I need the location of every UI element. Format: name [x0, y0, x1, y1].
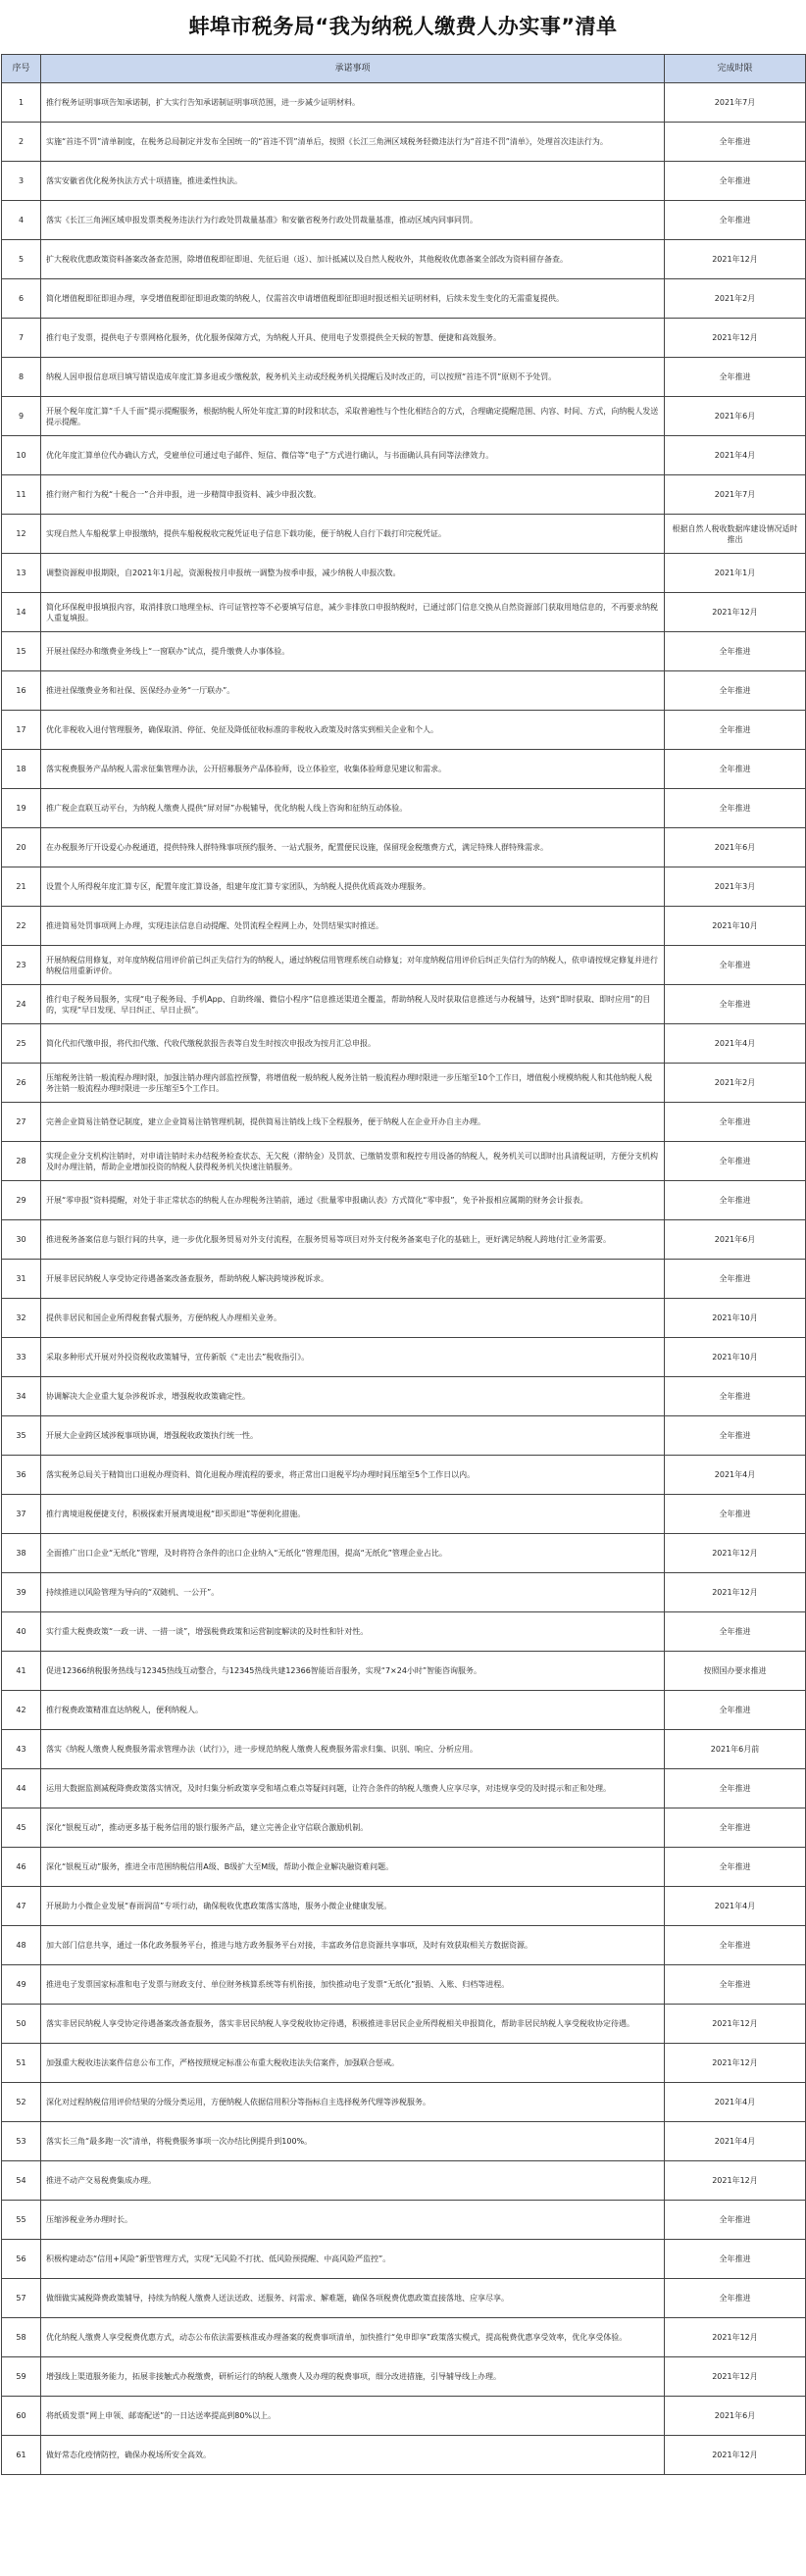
- row-serial: 38: [2, 1534, 41, 1573]
- row-commitment: 做好常态化疫情防控，确保办税场所安全高效。: [41, 2436, 665, 2475]
- row-deadline: 全年推进: [665, 946, 806, 985]
- row-commitment: 深化“银税互动”服务，推进全市范围纳税信用A级、B级扩大至M级，帮助小微企业解决融资难问题。: [41, 1848, 665, 1887]
- row-serial: 60: [2, 2397, 41, 2436]
- row-deadline: 全年推进: [665, 789, 806, 828]
- row-deadline: 2021年7月: [665, 83, 806, 123]
- row-serial: 15: [2, 632, 41, 671]
- row-commitment: 推行税费政策精准直达纳税人，便利纳税人。: [41, 1691, 665, 1730]
- table-row: [2, 1142, 806, 1181]
- table-row: [2, 632, 806, 671]
- row-deadline: 2021年4月: [665, 2122, 806, 2161]
- table-row: [2, 1064, 806, 1103]
- table-row: [2, 1730, 806, 1769]
- row-deadline: 全年推进: [665, 1965, 806, 2005]
- row-deadline: 2021年3月: [665, 867, 806, 907]
- row-deadline: 全年推进: [665, 1377, 806, 1416]
- row-commitment: 简化环保税申报填报内容，取消排放口地理坐标、许可证管控等不必要填写信息，减少非排放口申报纳税时，已通过部门信息交换从自然资源部门获取用地信息的，不再要求纳税人重复填报。: [41, 593, 665, 632]
- row-serial: 11: [2, 475, 41, 515]
- table-row: [2, 2397, 806, 2436]
- row-commitment: 优化纳税人缴费人享受税费优惠方式，动态公布依法需要核准或办理备案的税费事项清单，加快推行“免申即享”政策落实模式，提高税费优惠享受效率，优化享受体验。: [41, 2318, 665, 2357]
- row-serial: 24: [2, 985, 41, 1024]
- table-row: [2, 2005, 806, 2044]
- row-deadline: 全年推进: [665, 1926, 806, 1965]
- row-serial: 2: [2, 123, 41, 162]
- row-serial: 52: [2, 2083, 41, 2122]
- row-commitment: 优化非税收入退付管理服务，确保取消、停征、免征及降低征收标准的非税收入政策及时落实到相关企业和个人。: [41, 711, 665, 750]
- row-deadline: 全年推进: [665, 985, 806, 1024]
- row-deadline: 全年推进: [665, 123, 806, 162]
- table-row: [2, 1652, 806, 1691]
- table-row: [2, 593, 806, 632]
- row-deadline: 全年推进: [665, 750, 806, 789]
- row-serial: 18: [2, 750, 41, 789]
- row-serial: 14: [2, 593, 41, 632]
- row-serial: 26: [2, 1064, 41, 1103]
- table-row: [2, 1769, 806, 1808]
- row-deadline: 2021年12月: [665, 2357, 806, 2397]
- page-title: 蚌埠市税务局“我为纳税人缴费人办实事”清单: [188, 15, 618, 38]
- row-deadline: 全年推进: [665, 1260, 806, 1299]
- table-row: [2, 1103, 806, 1142]
- row-commitment: 运用大数据监测减税降费政策落实情况，及时归集分析政策享受和堵点难点等疑问问题，让符合条件的纳税人缴费人应享尽享，对违规享受的及时提示和正和处理。: [41, 1769, 665, 1808]
- row-deadline: 2021年12月: [665, 2044, 806, 2083]
- row-serial: 50: [2, 2005, 41, 2044]
- row-commitment: 推进税务备案信息与银行间的共享，进一步优化服务贸易对外支付流程，在服务贸易等项目对外支付税务备案电子化的基础上，更好满足纳税人跨地付汇业务需要。: [41, 1220, 665, 1260]
- row-commitment: 简化增值税即征即退办理，享受增值税即征即退政策的纳税人，仅需首次申请增值税即征即退时报送相关证明材料，后续未发生变化的无需重复提供。: [41, 279, 665, 319]
- row-serial: 33: [2, 1338, 41, 1377]
- row-serial: 12: [2, 515, 41, 554]
- table-row: [2, 1495, 806, 1534]
- row-commitment: 优化年度汇算单位代办确认方式，受雇单位可通过电子邮件、短信、微信等“电子”方式进行确认，与书面确认具有同等法律效力。: [41, 436, 665, 475]
- row-serial: 22: [2, 907, 41, 946]
- row-deadline: 全年推进: [665, 1808, 806, 1848]
- row-serial: 55: [2, 2201, 41, 2240]
- row-commitment: 采取多种形式开展对外投资税收政策辅导，宣传新版《“走出去”税收指引》。: [41, 1338, 665, 1377]
- row-serial: 32: [2, 1299, 41, 1338]
- row-commitment: 推行电子税务局服务，实现“电子税务局、手机App、自助终端、微信小程序”信息推送渠道全覆盖，帮助纳税人及时获取信息推送与办税辅导，达到“即时获取、即时应用”的目的，实现“早日发现、早日纠正、早日止损”。: [41, 985, 665, 1024]
- header-commitment: 承诺事项: [41, 55, 665, 83]
- row-serial: 30: [2, 1220, 41, 1260]
- row-serial: 39: [2, 1573, 41, 1612]
- row-commitment: 实现自然人车船税掌上申报缴纳，提供车船税税收完税凭证电子信息下载功能，便于纳税人自行下载打印完税凭证。: [41, 515, 665, 554]
- row-commitment: 将纸质发票“网上申领、邮寄配送”的一日达送率提高到80%以上。: [41, 2397, 665, 2436]
- table-row: [2, 162, 806, 201]
- row-serial: 37: [2, 1495, 41, 1534]
- row-deadline: 2021年7月: [665, 475, 806, 515]
- row-serial: 40: [2, 1612, 41, 1652]
- row-commitment: 开展社保经办和缴费业务线上“一窗联办”试点，提升缴费人办事体验。: [41, 632, 665, 671]
- row-deadline: 2021年2月: [665, 1064, 806, 1103]
- row-serial: 49: [2, 1965, 41, 2005]
- row-deadline: 2021年12月: [665, 2161, 806, 2201]
- row-deadline: 2021年12月: [665, 1573, 806, 1612]
- row-commitment: 落实《纳税人缴费人税费服务需求管理办法（试行）》，进一步规范纳税人缴费人税费服务需求归集、识别、响应、分析应用。: [41, 1730, 665, 1769]
- row-deadline: 2021年6月: [665, 2397, 806, 2436]
- table-row: [2, 1926, 806, 1965]
- table-row: [2, 1691, 806, 1730]
- row-deadline: 全年推进: [665, 162, 806, 201]
- row-commitment: 深化“银税互动”，推动更多基于税务信用的银行服务产品，建立完善企业守信联合激励机制。: [41, 1808, 665, 1848]
- row-serial: 17: [2, 711, 41, 750]
- table-row: [2, 1181, 806, 1220]
- row-deadline: 2021年1月: [665, 554, 806, 593]
- row-deadline: 2021年2月: [665, 279, 806, 319]
- row-commitment: 实现企业分支机构注销时，对申请注销时未办结税务检查状态、无欠税（滞纳金）及罚款、已缴销发票和税控专用设备的纳税人，税务机关可以即时出具清税证明，方便分支机构及时办理注销，帮助企业增加投资的纳税人获得税务机关快速注销服务。: [41, 1142, 665, 1181]
- row-deadline: 2021年10月: [665, 1338, 806, 1377]
- row-serial: 20: [2, 828, 41, 867]
- table-row: [2, 2279, 806, 2318]
- row-serial: 36: [2, 1456, 41, 1495]
- row-commitment: 开展大企业跨区域涉税事项协调，增强税收政策执行统一性。: [41, 1416, 665, 1456]
- table-row: [2, 671, 806, 711]
- row-commitment: 深化对过程纳税信用评价结果的分级分类运用，方便纳税人依据信用积分等指标自主选择税务代理等涉税服务。: [41, 2083, 665, 2122]
- row-deadline: 2021年6月: [665, 397, 806, 436]
- row-serial: 5: [2, 240, 41, 279]
- row-serial: 43: [2, 1730, 41, 1769]
- row-serial: 31: [2, 1260, 41, 1299]
- row-serial: 54: [2, 2161, 41, 2201]
- table-row: [2, 1299, 806, 1338]
- row-commitment: 推进简易处罚事项网上办理，实现违法信息自动提醒、处罚流程全程网上办，处罚结果实时推送。: [41, 907, 665, 946]
- table-header-row: [2, 55, 806, 83]
- table-row: [2, 436, 806, 475]
- row-commitment: 实行重大税费政策“一政一讲、一措一谈”，增强税费政策和运营制度解读的及时性和针对性。: [41, 1612, 665, 1652]
- table-row: [2, 1220, 806, 1260]
- row-deadline: 全年推进: [665, 671, 806, 711]
- row-commitment: 协调解决大企业重大复杂涉税诉求，增强税收政策确定性。: [41, 1377, 665, 1416]
- table-row: [2, 828, 806, 867]
- table-row: [2, 1848, 806, 1887]
- row-commitment: 落实税费服务产品纳税人需求征集管理办法，公开招募服务产品体验师，设立体验室，收集体验师意见建议和需求。: [41, 750, 665, 789]
- table-row: [2, 397, 806, 436]
- row-deadline: 2021年6月前: [665, 1730, 806, 1769]
- row-deadline: 2021年12月: [665, 1534, 806, 1573]
- table-row: [2, 946, 806, 985]
- row-commitment: 压缩涉税业务办理时长。: [41, 2201, 665, 2240]
- table-body: [2, 83, 806, 2475]
- table-row: [2, 2083, 806, 2122]
- row-commitment: 做细做实减税降费政策辅导，持续为纳税人缴费人送法送政、送服务、问需求、解难题，确保各项税费优惠政策直接落地、应享尽享。: [41, 2279, 665, 2318]
- row-serial: 42: [2, 1691, 41, 1730]
- row-serial: 19: [2, 789, 41, 828]
- row-commitment: 加强重大税收违法案件信息公布工作，严格按照规定标准公布重大税收违法失信案件，加强联合惩戒。: [41, 2044, 665, 2083]
- row-commitment: 推行电子发票，提供电子专票网格化服务，优化服务保障方式，为纳税人开具、使用电子发票提供全天候的智慧、便捷和高效服务。: [41, 319, 665, 358]
- table-row: [2, 1260, 806, 1299]
- row-serial: 59: [2, 2357, 41, 2397]
- row-serial: 51: [2, 2044, 41, 2083]
- table-row: [2, 985, 806, 1024]
- row-commitment: 开展纳税信用修复，对年度纳税信用评价前已纠正失信行为的纳税人，通过纳税信用管理系统自动修复；对年度纳税信用评价后纠正失信行为的纳税人，依申请按规定修复并进行纳税信用重新评价。: [41, 946, 665, 985]
- table-row: [2, 83, 806, 123]
- row-deadline: 全年推进: [665, 1142, 806, 1181]
- table-row: [2, 867, 806, 907]
- row-serial: 6: [2, 279, 41, 319]
- row-commitment: 纳税人因申报信息项目填写错误造成年度汇算多退或少缴税款，税务机关主动或经税务机关提醒后及时改正的，可以按照“首违不罚”原则不予处罚。: [41, 358, 665, 397]
- row-serial: 57: [2, 2279, 41, 2318]
- row-serial: 10: [2, 436, 41, 475]
- row-commitment: 扩大税收优惠政策资料备案改备查范围，除增值税即征即退、先征后退（返）、加计抵减以及自然人税收外，其他税收优惠备案全部改为资料留存备查。: [41, 240, 665, 279]
- row-commitment: 设置个人所得税年度汇算专区，配置年度汇算设备，组建年度汇算专家团队，为纳税人提供优质高效办理服务。: [41, 867, 665, 907]
- table-row: [2, 515, 806, 554]
- row-commitment: 开展个税年度汇算“千人千面”提示提醒服务，根据纳税人所处年度汇算的时段和状态，采取普遍性与个性化相结合的方式，合理确定提醒范围、内容、时间、方式，向纳税人发送提示提醒。: [41, 397, 665, 436]
- table-row: [2, 475, 806, 515]
- row-commitment: 落实税务总局关于精简出口退税办理资料、简化退税办理流程的要求，将正常出口退税平均办理时间压缩至5个工作日以内。: [41, 1456, 665, 1495]
- commitment-table: [1, 54, 806, 2475]
- row-serial: 45: [2, 1808, 41, 1848]
- row-commitment: 加大部门信息共享，通过一体化政务服务平台，推进与地方政务服务平台对接，丰富政务信息资源共享事项，及时有效获取相关方数据资源。: [41, 1926, 665, 1965]
- row-serial: 4: [2, 201, 41, 240]
- row-commitment: 开展助力小微企业发展“春雨润苗”专项行动，确保税收优惠政策落实落地，服务小微企业健康发展。: [41, 1887, 665, 1926]
- table-row: [2, 1416, 806, 1456]
- row-serial: 48: [2, 1926, 41, 1965]
- row-commitment: 简化代扣代缴申报，将代扣代缴、代收代缴税款报告表等自发生时按次申报改为按月汇总申报。: [41, 1024, 665, 1064]
- row-commitment: 持续推进以风险管理为导向的“双随机、一公开”。: [41, 1573, 665, 1612]
- row-deadline: 全年推进: [665, 1691, 806, 1730]
- row-deadline: 2021年4月: [665, 1887, 806, 1926]
- row-commitment: 调整资源税申报期限，自2021年1月起，资源税按月申报统一调整为按季申报，减少纳税人申报次数。: [41, 554, 665, 593]
- table-row: [2, 319, 806, 358]
- row-deadline: 全年推进: [665, 1769, 806, 1808]
- row-serial: 28: [2, 1142, 41, 1181]
- row-serial: 25: [2, 1024, 41, 1064]
- row-serial: 53: [2, 2122, 41, 2161]
- row-deadline: 2021年12月: [665, 593, 806, 632]
- row-deadline: 全年推进: [665, 2279, 806, 2318]
- row-commitment: 开展“零申报”资料提醒，对处于非正常状态的纳税人在办理税务注销前，通过《批量零申报确认表》方式简化“零申报”，免予补报相应属期的财务会计报表。: [41, 1181, 665, 1220]
- row-commitment: 压缩税务注销一般流程办理时限，加强注销办理内部监控预警，将增值税一般纳税人税务注销一般流程办理时限进一步压缩至10个工作日，增值税小规模纳税人和其他纳税人税务注销一般流程办理时限进一步压缩至5个工作日。: [41, 1064, 665, 1103]
- row-deadline: 根据自然人税收数据库建设情况适时推出: [665, 515, 806, 554]
- table-row: [2, 1377, 806, 1416]
- row-serial: 9: [2, 397, 41, 436]
- row-commitment: 推进电子发票国家标准和电子发票与财政支付、单位财务核算系统等有机衔接，加快推动电子发票“无纸化”报销、入账、归档等进程。: [41, 1965, 665, 2005]
- table-row: [2, 554, 806, 593]
- row-serial: 13: [2, 554, 41, 593]
- table-row: [2, 1612, 806, 1652]
- table-row: [2, 1887, 806, 1926]
- table-row: [2, 2318, 806, 2357]
- row-commitment: 在办税服务厅开设爱心办税通道，提供特殊人群特殊事项预约服务、一站式服务，配置便民设施，保留现金税缴费方式，满足特殊人群特殊需求。: [41, 828, 665, 867]
- row-serial: 35: [2, 1416, 41, 1456]
- table-row: [2, 201, 806, 240]
- row-deadline: 全年推进: [665, 1612, 806, 1652]
- row-deadline: 2021年4月: [665, 2083, 806, 2122]
- row-commitment: 完善企业简易注销登记制度，建立企业简易注销管理机制，提供简易注销线上线下全程服务，便于纳税人在企业开办自主办理。: [41, 1103, 665, 1142]
- row-deadline: 2021年12月: [665, 240, 806, 279]
- row-serial: 34: [2, 1377, 41, 1416]
- row-serial: 3: [2, 162, 41, 201]
- row-commitment: 推进社保缴费业务和社保、医保经办业务“一厅联办”。: [41, 671, 665, 711]
- row-commitment: 落实《长江三角洲区域申报发票类税务违法行为行政处罚裁量基准》和安徽省税务行政处罚裁量基准，推动区域内同事同罚。: [41, 201, 665, 240]
- row-serial: 44: [2, 1769, 41, 1808]
- row-deadline: 2021年12月: [665, 2318, 806, 2357]
- row-commitment: 推行离境退税便捷支付，积极探索开展离境退税“即买即退”等便利化措施。: [41, 1495, 665, 1534]
- row-commitment: 推广税企直联互动平台，为纳税人缴费人提供“屏对屏”办税辅导，优化纳税人线上咨询和征纳互动体验。: [41, 789, 665, 828]
- row-deadline: 全年推进: [665, 201, 806, 240]
- row-serial: 61: [2, 2436, 41, 2475]
- table-row: [2, 711, 806, 750]
- table-row: [2, 1338, 806, 1377]
- table-row: [2, 750, 806, 789]
- row-deadline: 全年推进: [665, 1416, 806, 1456]
- row-serial: 23: [2, 946, 41, 985]
- row-commitment: 推进不动产交易税费集成办理。: [41, 2161, 665, 2201]
- row-deadline: 2021年6月: [665, 1220, 806, 1260]
- table-row: [2, 2201, 806, 2240]
- row-serial: 56: [2, 2240, 41, 2279]
- row-deadline: 2021年12月: [665, 2005, 806, 2044]
- table-row: [2, 907, 806, 946]
- table-row: [2, 1808, 806, 1848]
- row-commitment: 推行财产和行为税“十税合一”合并申报，进一步精简申报资料、减少申报次数。: [41, 475, 665, 515]
- table-row: [2, 1456, 806, 1495]
- row-commitment: 实施“首违不罚”清单制度，在税务总局制定并发布全国统一的“首违不罚”清单后，按照《长江三角洲区域税务轻微违法行为“首违不罚”清单》，处理首次违法行为。: [41, 123, 665, 162]
- table-row: [2, 1534, 806, 1573]
- row-serial: 8: [2, 358, 41, 397]
- table-row: [2, 1573, 806, 1612]
- table-row: [2, 279, 806, 319]
- row-serial: 16: [2, 671, 41, 711]
- table-row: [2, 358, 806, 397]
- table-row: [2, 2436, 806, 2475]
- row-serial: 41: [2, 1652, 41, 1691]
- row-commitment: 增强线上渠道服务能力，拓展非接触式办税缴费，研析运行的纳税人缴费人及办理的税费事项，细分改进措施，引导辅导线上办理。: [41, 2357, 665, 2397]
- table-row: [2, 2122, 806, 2161]
- row-deadline: 2021年10月: [665, 1299, 806, 1338]
- row-deadline: 全年推进: [665, 711, 806, 750]
- row-deadline: 全年推进: [665, 1181, 806, 1220]
- row-commitment: 推行税务证明事项告知承诺制，扩大实行告知承诺制证明事项范围，进一步减少证明材料。: [41, 83, 665, 123]
- row-deadline: 2021年6月: [665, 828, 806, 867]
- row-deadline: 全年推进: [665, 632, 806, 671]
- row-deadline: 2021年4月: [665, 1456, 806, 1495]
- row-commitment: 落实非居民纳税人享受协定待遇备案改备查服务，落实非居民纳税人享受税收协定待遇，积极推进非居民企业所得税相关申报简化，帮助非居民纳税人享受税收协定待遇。: [41, 2005, 665, 2044]
- row-serial: 1: [2, 83, 41, 123]
- row-commitment: 促进12366纳税服务热线与12345热线互动整合，与12345热线共建12366智能语音服务，实现“7×24小时”智能咨询服务。: [41, 1652, 665, 1691]
- table-row: [2, 1024, 806, 1064]
- row-serial: 46: [2, 1848, 41, 1887]
- row-commitment: 落实安徽省优化税务执法方式十项措施，推进柔性执法。: [41, 162, 665, 201]
- table-row: [2, 2044, 806, 2083]
- row-commitment: 提供非居民和国企业所得税套餐式服务，方便纳税人办理相关业务。: [41, 1299, 665, 1338]
- row-serial: 47: [2, 1887, 41, 1926]
- row-deadline: 2021年10月: [665, 907, 806, 946]
- row-commitment: 全面推广出口企业“无纸化”管理，及时将符合条件的出口企业纳入“无纸化”管理范围，提高“无纸化”管理企业占比。: [41, 1534, 665, 1573]
- row-deadline: 全年推进: [665, 1103, 806, 1142]
- row-commitment: 开展非居民纳税人享受协定待遇备案改备查服务，帮助纳税人解决跨境涉税诉求。: [41, 1260, 665, 1299]
- row-deadline: 2021年12月: [665, 2436, 806, 2475]
- table-row: [2, 2161, 806, 2201]
- row-deadline: 2021年12月: [665, 319, 806, 358]
- row-serial: 58: [2, 2318, 41, 2357]
- table-row: [2, 240, 806, 279]
- row-deadline: 全年推进: [665, 2201, 806, 2240]
- row-deadline: 全年推进: [665, 1848, 806, 1887]
- table-row: [2, 123, 806, 162]
- row-deadline: 按照国办要求推进: [665, 1652, 806, 1691]
- row-deadline: 全年推进: [665, 1495, 806, 1534]
- row-deadline: 2021年4月: [665, 1024, 806, 1064]
- row-serial: 27: [2, 1103, 41, 1142]
- table-row: [2, 2240, 806, 2279]
- header-serial: 序号: [2, 55, 41, 83]
- row-serial: 21: [2, 867, 41, 907]
- row-serial: 7: [2, 319, 41, 358]
- row-deadline: 2021年4月: [665, 436, 806, 475]
- row-commitment: 积极构建动态“信用+风险”新型管理方式，实现“无风险不打扰、低风险预提醒、中高风险严监控”。: [41, 2240, 665, 2279]
- table-row: [2, 2357, 806, 2397]
- table-row: [2, 789, 806, 828]
- row-serial: 29: [2, 1181, 41, 1220]
- table-row: [2, 1965, 806, 2005]
- row-deadline: 全年推进: [665, 358, 806, 397]
- row-deadline: 全年推进: [665, 2240, 806, 2279]
- row-commitment: 落实长三角“最多跑一次”清单，将税费服务事项一次办结比例提升到100%。: [41, 2122, 665, 2161]
- header-deadline: 完成时限: [665, 55, 806, 83]
